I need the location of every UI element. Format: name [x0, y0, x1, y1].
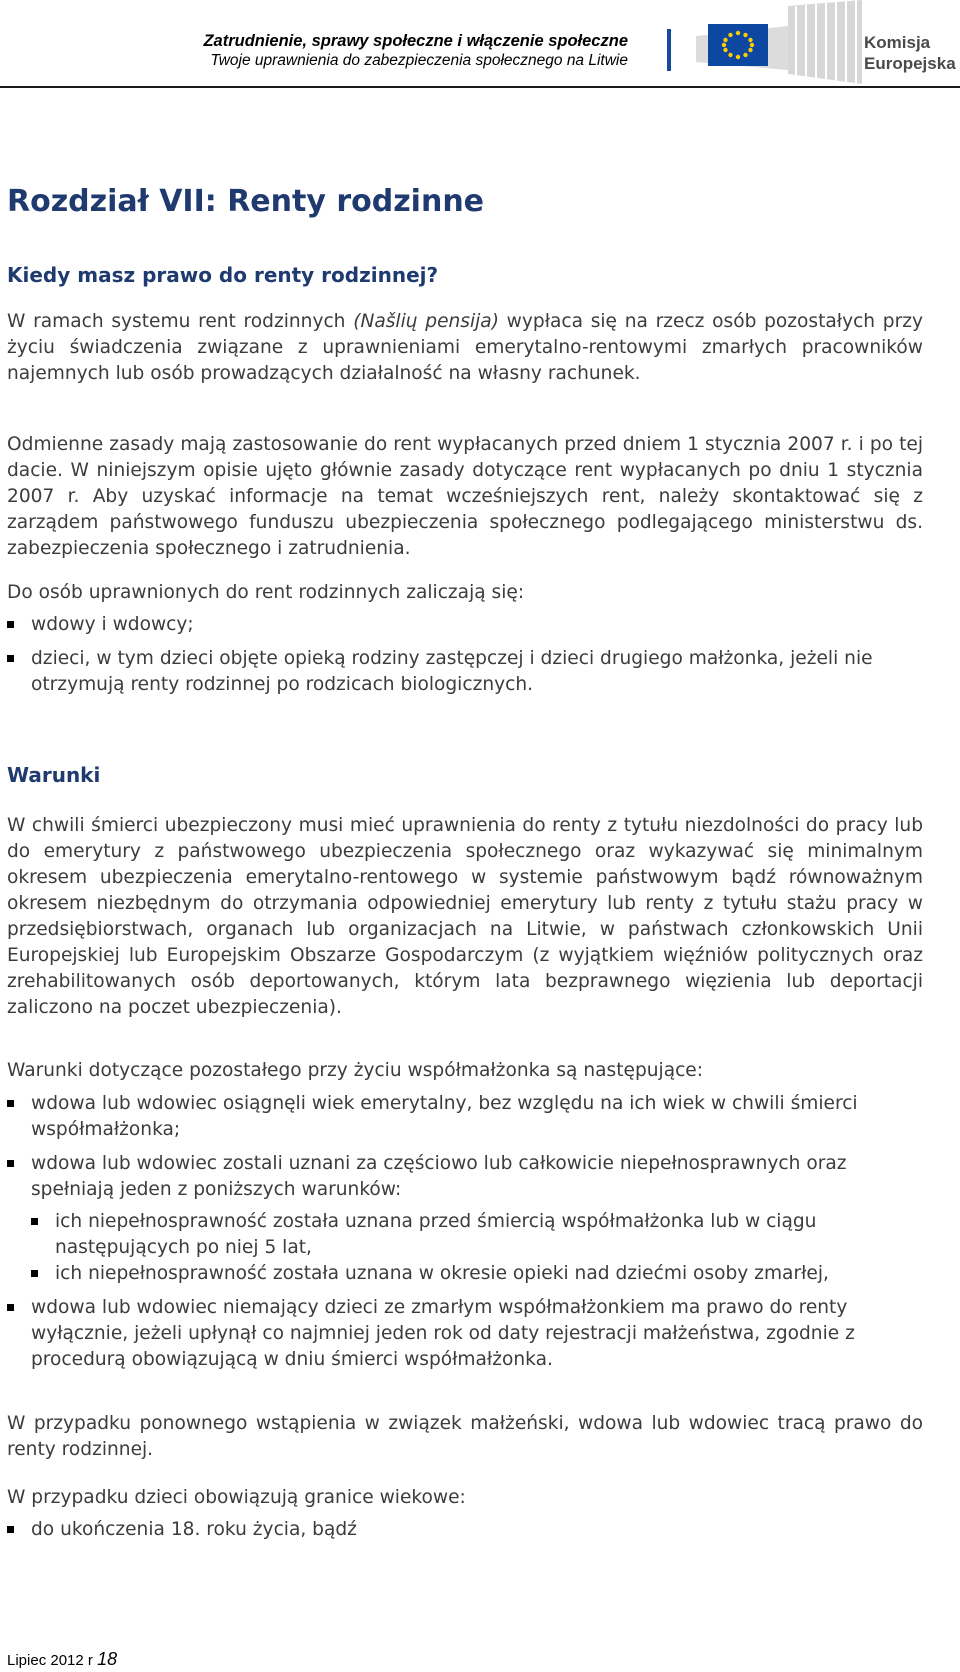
header-text — [203, 31, 628, 71]
logo-line1: Komisja — [864, 33, 931, 52]
footer-date: Lipiec 2012 r — [7, 1652, 93, 1669]
list-item: wdowa lub wdowiec niemający dzieci ze zmarłym współmałżonkiem ma prawo do renty wyłącznie, jeżeli upłynął co najmniej jeden rok od daty rejestracji małżeństwa, zgodnie z procedurą obowiązującą w dniu śmierci współmałżonka. — [7, 1295, 923, 1373]
paragraph-beneficiaries-lead: Do osób uprawnionych do rent rodzinnych zaliczają się: — [7, 582, 525, 603]
paragraph-rules: Odmienne zasady mają zastosowanie do rent wypłacanych przed dniem 1 stycznia 2007 r. i po tej dacie. W niniejszym opisie ujęto głównie zasady dotyczące rent wypłacanych po dniu 1 stycznia 2007 r. Aby uzyskać informacje na temat wcześniejszych rent, należy skontaktować się z zarządem państwowego funduszu ubezpieczenia społecznego podlegającego ministerstwu ds. zabezpieczenia społecznego i zatrudnienia. — [7, 434, 923, 559]
children-age-list — [7, 1517, 923, 1543]
spouse-conditions-list — [7, 1091, 923, 1373]
list-item: wdowa lub wdowiec osiągnęli wiek emerytalny, bez względu na ich wiek w chwili śmierci współmałżonka; — [7, 1091, 923, 1143]
header-rule — [0, 86, 960, 88]
paragraph-intro-italic-term: (Našlių pensija) — [353, 311, 499, 332]
list-item: wdowy i wdowcy; — [7, 612, 923, 638]
paragraph-children-lead: W przypadku dzieci obowiązują granice wiekowe: — [7, 1487, 466, 1508]
page-footer — [7, 1649, 117, 1670]
logo-line2: Europejska — [864, 54, 956, 73]
sub-list — [31, 1209, 923, 1287]
list-item: do ukończenia 18. roku życia, bądź — [7, 1517, 923, 1543]
eu-flag-building-icon — [692, 0, 862, 88]
paragraph-conditions: W chwili śmierci ubezpieczony musi mieć uprawnienia do renty z tytułu niezdolności do pracy lub do emerytury z państwowego ubezpieczenia społecznego oraz wykazywać się minimalnym okresem ubezpieczenia emerytalno-rentowego w systemie państwowym bądź równoważnym okresem niezbędnym do otrzymania odpowiedniej emerytury lub renty z tytułu stażu pracy w przedsiębiorstwach, organach lub organizacjach na Litwie, w państwach członkowskich Unii Europejskiej lub Europejskim Obszarze Gospodarczym (z wyjątkiem więźniów politycznych oraz zrehabilitowanych osób deportowanych, którym lata bezprawnego więzienia lub deportacji zaliczono na poczet ubezpieczenia). — [7, 815, 923, 1018]
list-item: dzieci, w tym dzieci objęte opieką rodziny zastępczej i dzieci drugiego małżonka, jeżeli nie otrzymują renty rodzinnej po rodzicach biologicznych. — [7, 646, 923, 698]
page-number: 18 — [97, 1649, 118, 1669]
paragraph-remarriage: W przypadku ponownego wstąpienia w związek małżeński, wdowa lub wdowiec tracą prawo do renty rodzinnej. — [7, 1413, 923, 1460]
sub-list-item: ich niepełnosprawność została uznana przed śmiercią współmałżonka lub w ciągu następujących po niej 5 lat, — [31, 1209, 923, 1261]
paragraph-intro — [7, 309, 923, 387]
list-item — [7, 1151, 923, 1287]
chapter-title: Rozdział VII: Renty rodzinne — [7, 184, 485, 219]
paragraph-intro-end: wypłaca się na rzecz osób pozostałych przy życiu świadczenia związane z uprawnieniami emerytalno-rentowymi zmarłych pracowników najemnych lub osób prowadzących działalność na własny rachunek. — [7, 311, 924, 384]
section-heading-eligibility: Kiedy masz prawo do renty rodzinnej? — [7, 263, 439, 287]
header-divider — [667, 29, 671, 71]
page-header — [0, 0, 960, 88]
list-item-text: wdowa lub wdowiec zostali uznani za częściowo lub całkowicie niepełnosprawnych oraz spełniają jeden z poniższych warunków: — [31, 1153, 847, 1200]
logo-text — [864, 32, 956, 74]
paragraph-spouse-lead: Warunki dotyczące pozostałego przy życiu współmałżonka są następujące: — [7, 1060, 704, 1081]
european-commission-logo — [692, 0, 960, 88]
sub-list-item: ich niepełnosprawność została uznana w okresie opieki nad dziećmi osoby zmarłej, — [31, 1261, 923, 1287]
beneficiaries-list — [7, 612, 923, 698]
header-title: Zatrudnienie, sprawy społeczne i włączenie społeczne — [203, 32, 628, 50]
paragraph-intro-start: W ramach systemu rent rodzinnych — [7, 311, 354, 332]
section-heading-conditions: Warunki — [7, 763, 101, 787]
header-subtitle: Twoje uprawnienia do zabezpieczenia społecznego na Litwie — [210, 52, 628, 69]
